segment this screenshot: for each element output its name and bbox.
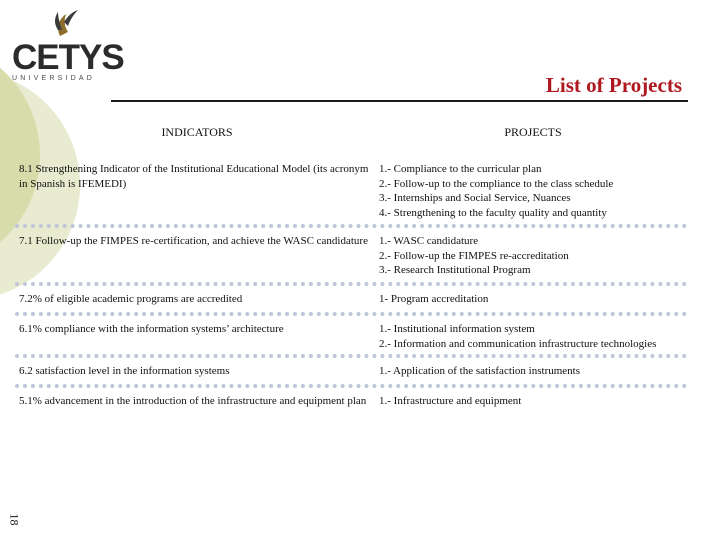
project-item: 1.- Institutional information system [379, 323, 535, 335]
projects-cell [379, 322, 687, 354]
projects-table [15, 122, 687, 428]
project-item: 2.- Information and communication infrastructure technologies [379, 337, 657, 350]
project-item: 1.- Application of the satisfaction instruments [379, 365, 581, 377]
indicators-header: INDICATORS [161, 125, 233, 139]
indicator-cell: 7.2% of eligible academic programs are accredited [19, 293, 243, 305]
page-title: List of Projects [545, 73, 682, 97]
indicator-cell: 6.2 satisfaction level in the information systems [19, 365, 230, 377]
project-item: 4.- Strengthening to the faculty quality and quantity [379, 206, 607, 219]
project-item: 1.- Infrastructure and equipment [379, 395, 522, 407]
project-item: 1.- WASC candidature [379, 235, 479, 247]
table-row [15, 388, 687, 428]
indicator-cell: 5.1% advancement in the introduction of the infrastructure and equipment plan [19, 395, 367, 407]
table-row [15, 286, 687, 316]
projects-cell [379, 234, 687, 282]
project-item: 1.- Compliance to the curricular plan [379, 163, 542, 175]
logo-subtitle: UNIVERSIDAD [12, 75, 96, 82]
project-item: 1- Program accreditation [379, 293, 489, 305]
projects-cell [379, 292, 687, 312]
indicator-cell: 7.1 Follow-up the FIMPES re-certification, and achieve the WASC candidature [19, 235, 368, 247]
projects-cell [379, 394, 687, 428]
flame-icon [42, 2, 82, 38]
title-divider [111, 100, 688, 102]
project-item: 2.- Follow-up the FIMPES re-accreditation [379, 249, 569, 262]
page-number: 18 [7, 513, 22, 526]
projects-header: PROJECTS [504, 125, 562, 139]
table-row [15, 228, 687, 286]
indicator-cell: 8.1 Strengthening Indicator of the Institutional Educational Model (its acronym in Spanish is IFEMEDI) [19, 163, 369, 190]
cetys-logo [8, 2, 124, 88]
indicator-cell: 6.1% compliance with the information systems’ architecture [19, 323, 284, 335]
table-row [15, 316, 687, 358]
logo-wordmark: CETYS [12, 38, 124, 77]
table-row [15, 358, 687, 388]
project-item: 3.- Internships and Social Service, Nuances [379, 192, 571, 204]
project-item: 3.- Research Institutional Program [379, 264, 531, 276]
table-row [15, 156, 687, 228]
projects-cell [379, 162, 687, 224]
project-item: 2.- Follow-up to the compliance to the class schedule [379, 177, 614, 190]
projects-cell [379, 364, 687, 384]
table-header [15, 122, 687, 156]
